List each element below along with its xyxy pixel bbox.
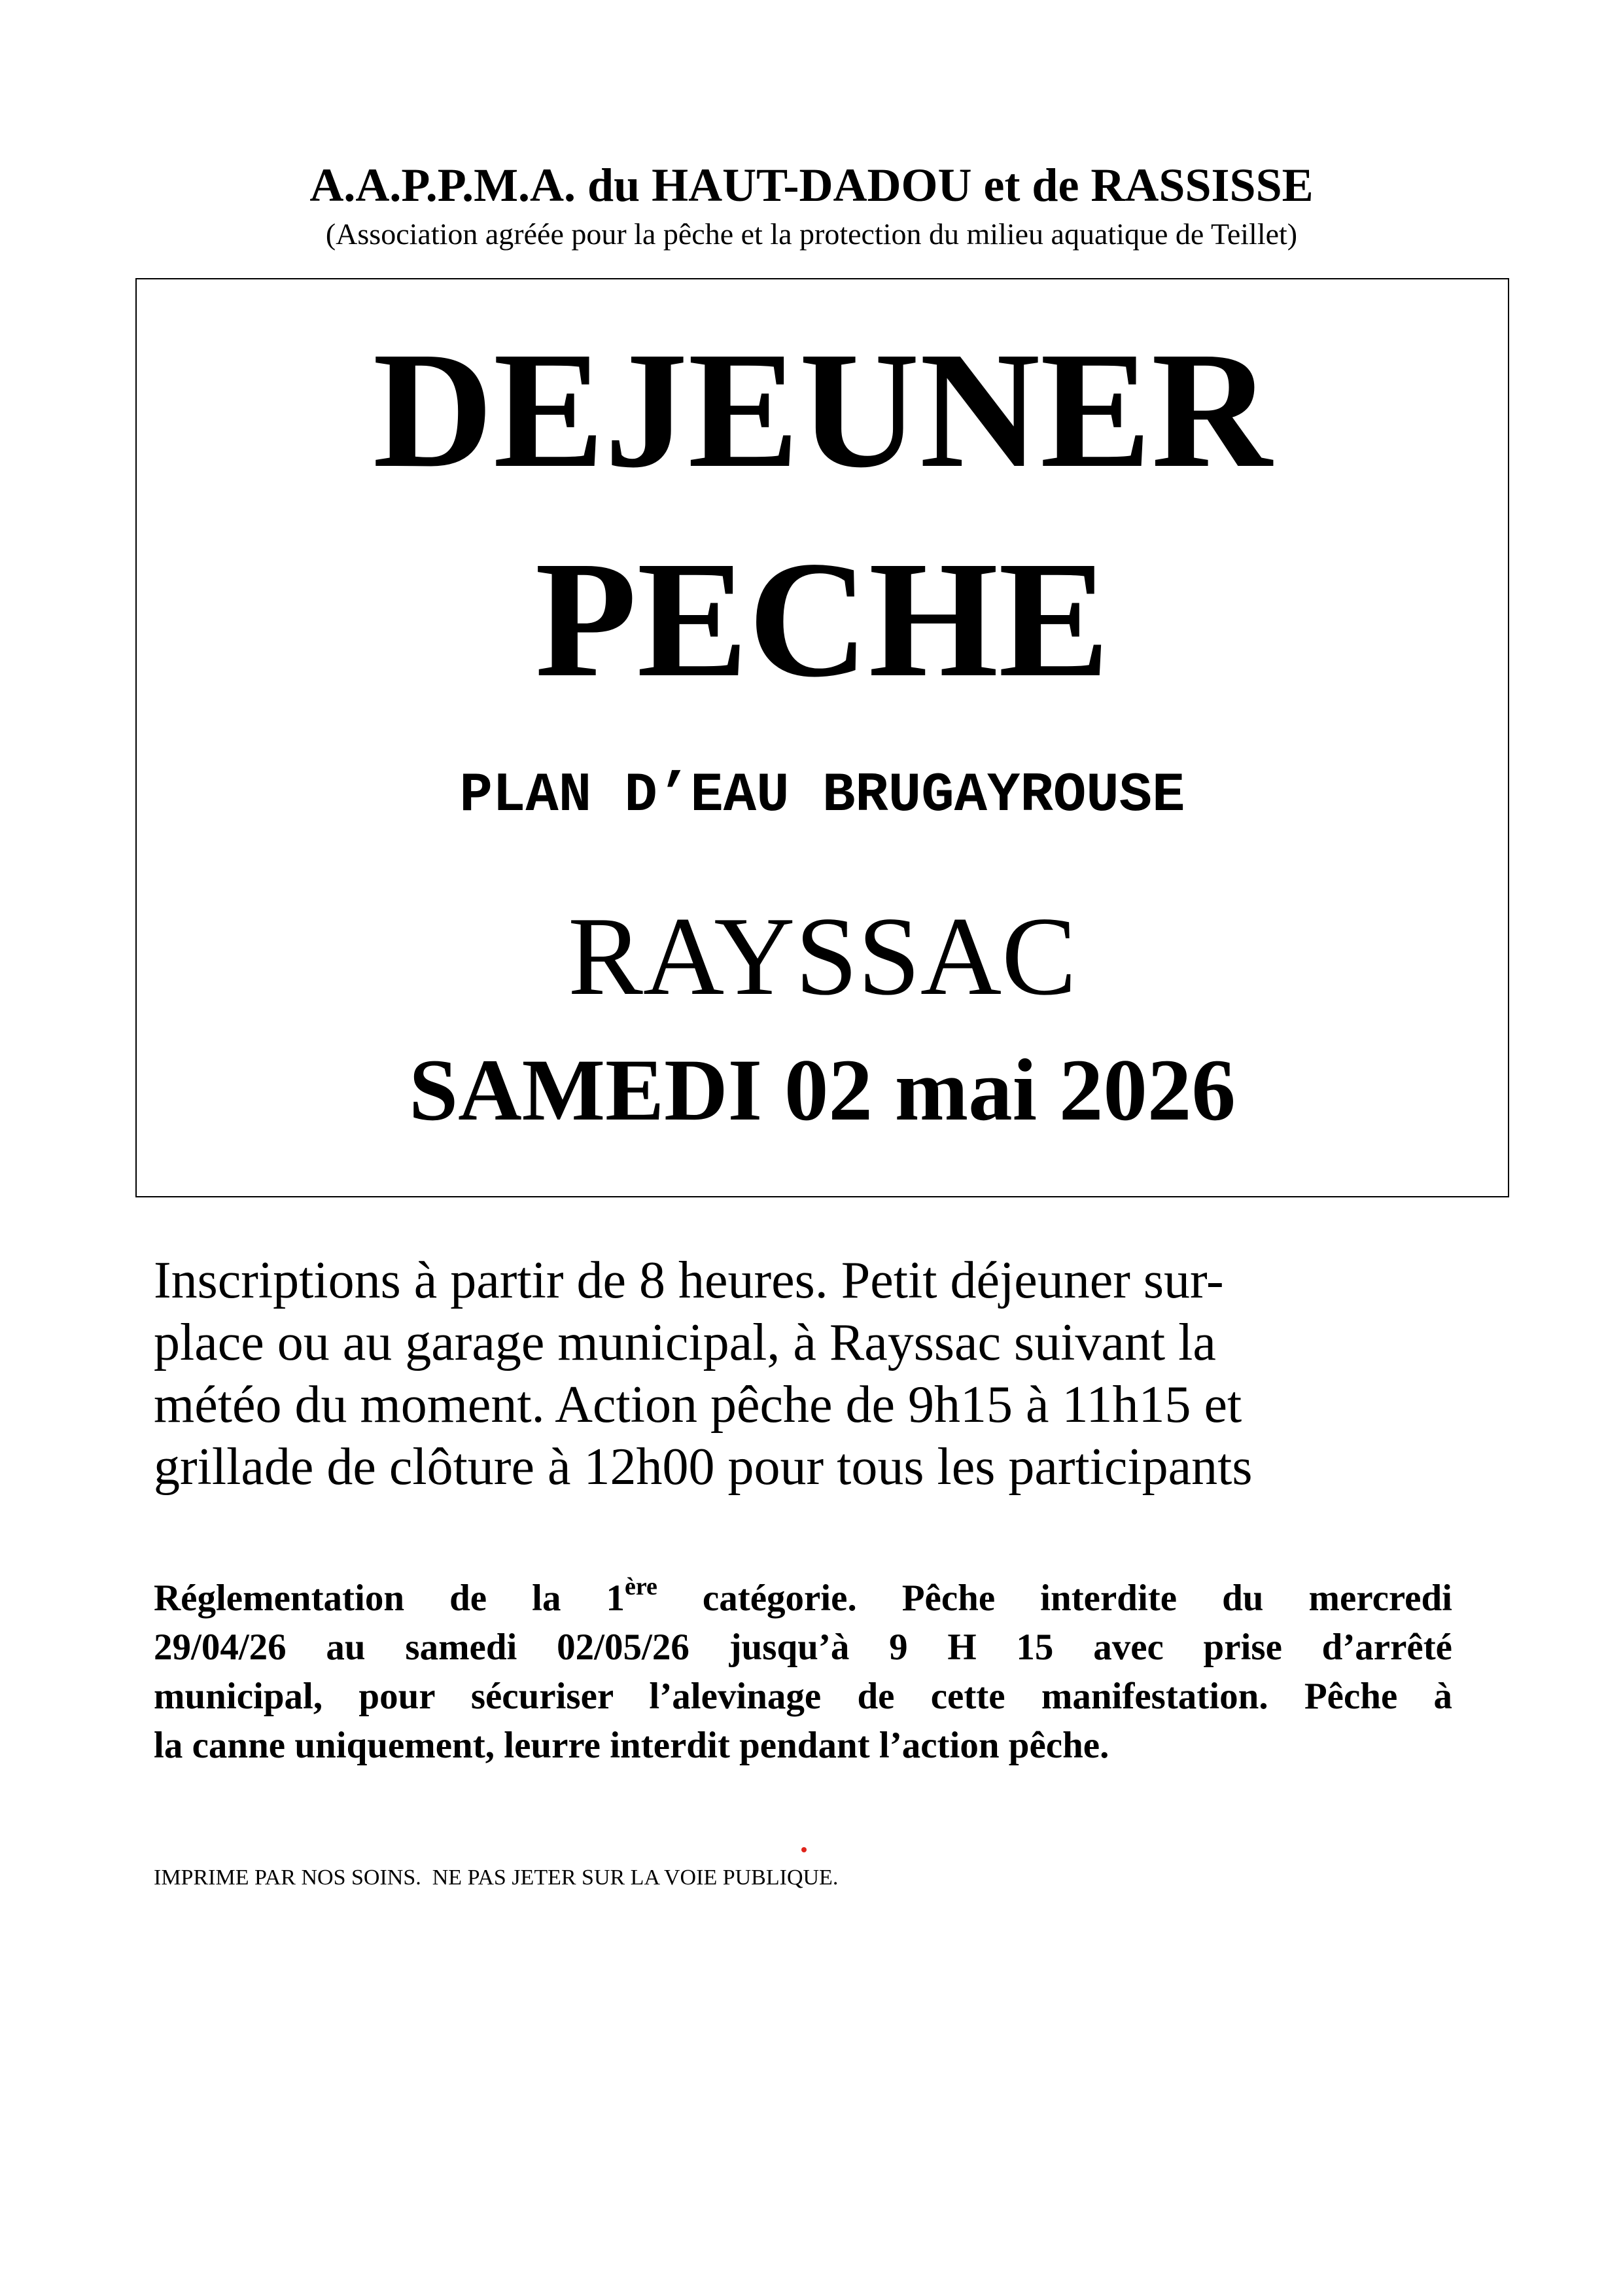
organization-description: (Association agréée pour la pêche et la protection du milieu aquatique de Teillet) bbox=[325, 217, 1298, 251]
event-title-line-2: PECHE bbox=[534, 527, 1110, 712]
event-box bbox=[135, 278, 1509, 1197]
inscriptions-paragraph bbox=[154, 1250, 1475, 1498]
inscriptions-line: Inscriptions à partir de 8 heures. Petit déjeuner sur- bbox=[154, 1252, 1224, 1309]
rules-superscript: ère bbox=[624, 1573, 657, 1600]
organization-name: A.A.P.P.M.A. du HAUT-DADOU et de RASSISSE bbox=[309, 159, 1314, 211]
rules-line-1-start: Réglementation de la 1 bbox=[154, 1578, 625, 1619]
inscriptions-line: place ou au garage municipal, à Rayssac suivant la bbox=[154, 1314, 1216, 1371]
event-title-line-1: DEJEUNER bbox=[372, 318, 1272, 503]
rules-line-4: la canne uniquement, leurre interdit pendant l’action pêche. bbox=[154, 1725, 1109, 1766]
rules-line-2: 29/04/26 au samedi 02/05/26 jusqu’à 9 H 15 avec prise d’arrêté bbox=[154, 1627, 1452, 1668]
rules-line-1 bbox=[154, 1574, 1452, 1623]
inscriptions-line: météo du moment. Action pêche de 9h15 à 11h15 et bbox=[154, 1376, 1242, 1434]
rules-line-3: municipal, pour sécuriser l’alevinage de cette manifestation. Pêche à bbox=[154, 1676, 1452, 1717]
event-venue: PLAN D’EAU BRUGAYROUSE bbox=[459, 765, 1185, 827]
event-date: SAMEDI 02 mai 2026 bbox=[409, 1042, 1236, 1139]
footer-notice: IMPRIME PAR NOS SOINS. NE PAS JETER SUR LA VOIE PUBLIQUE. bbox=[154, 1865, 839, 1890]
rules-line-1-end: catégorie. Pêche interdite du mercredi bbox=[657, 1578, 1452, 1619]
red-dot-mark bbox=[801, 1847, 807, 1852]
inscriptions-line: grillade de clôture à 12h00 pour tous les participants bbox=[154, 1438, 1253, 1496]
event-town: RAYSSAC bbox=[568, 894, 1077, 1019]
rules-paragraph bbox=[154, 1574, 1452, 1770]
